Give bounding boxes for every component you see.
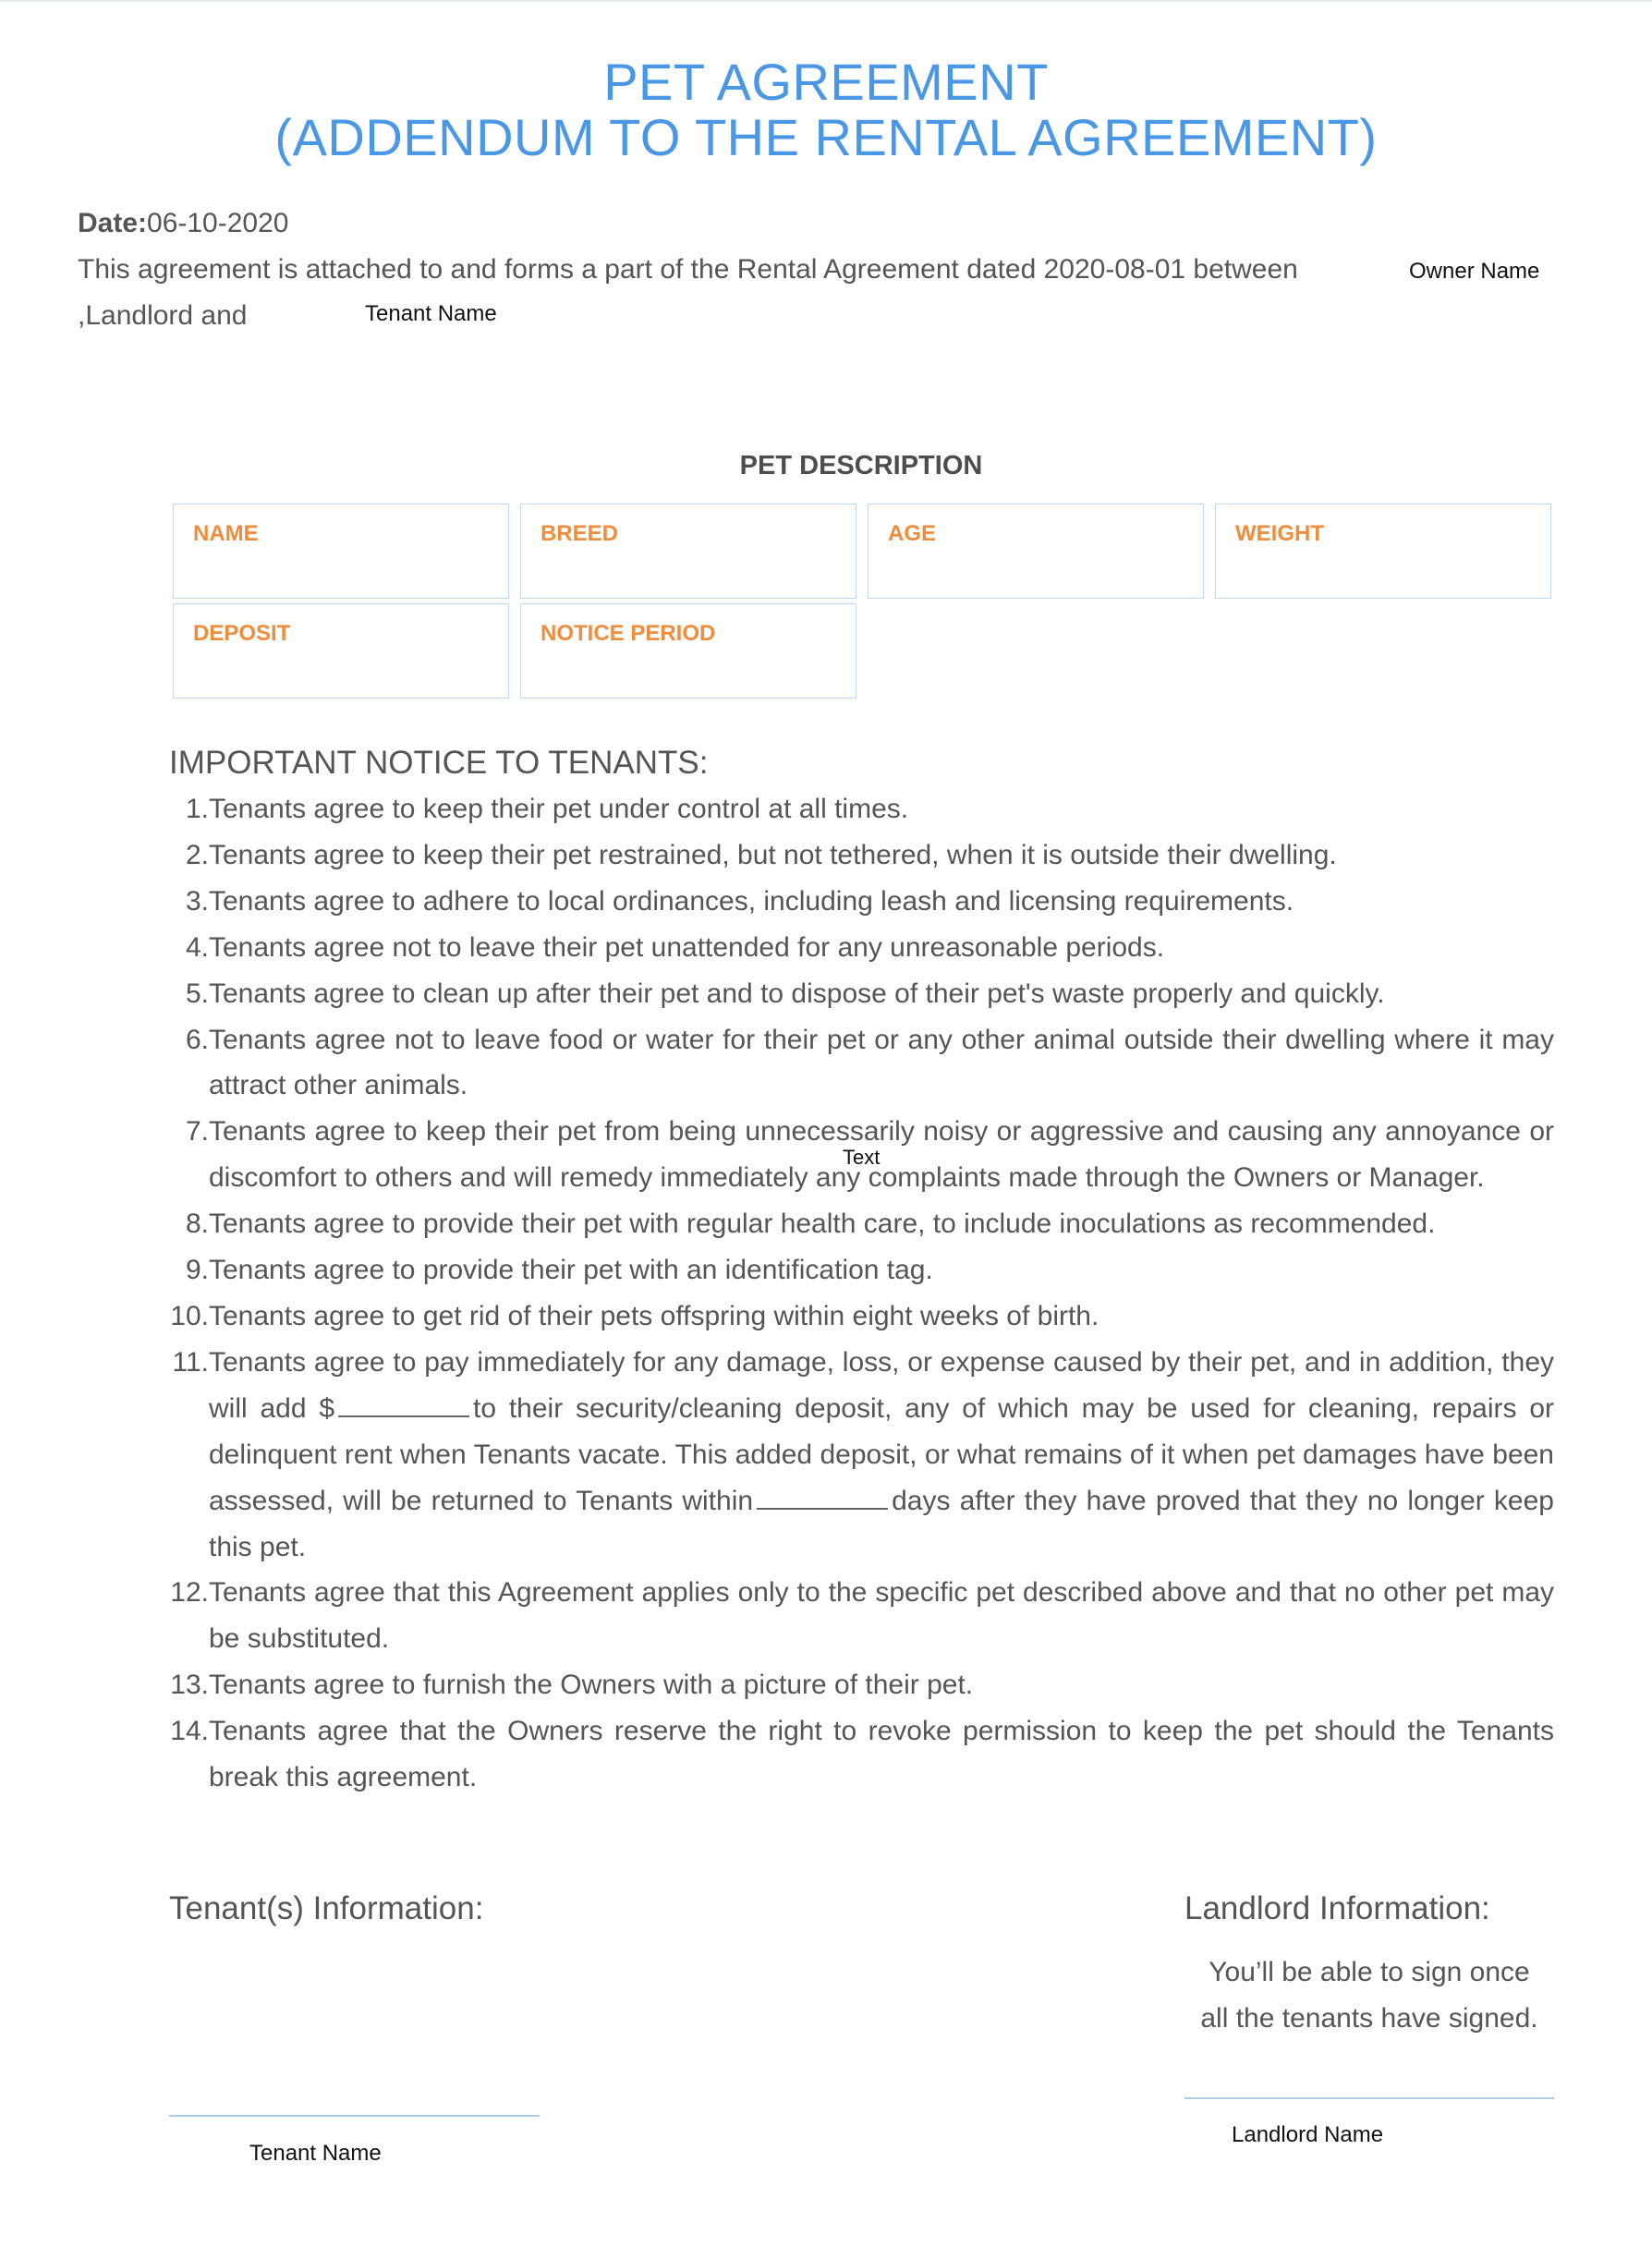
sign-note-line-2: all the tenants have signed. <box>1200 2003 1538 2034</box>
item-text: Tenants agree to keep their pet under control at all times. <box>209 794 909 824</box>
owner-name-field[interactable]: Owner Name <box>1409 259 1540 284</box>
item-number: 9. <box>185 1255 209 1286</box>
item-number: 5. <box>185 978 209 1009</box>
tenant-info-heading: Tenant(s) Information: <box>169 1890 484 1926</box>
list-item <box>166 925 1554 971</box>
landlord-signature-line[interactable] <box>1184 2097 1554 2099</box>
item-text: Tenants agree not to leave food or water for their pet or any other animal outside their dwelling where it may attract other animals. <box>209 1024 1554 1101</box>
landlord-signature-name-field[interactable]: Landlord Name <box>1232 2122 1384 2147</box>
terms-list <box>166 786 1554 1801</box>
page-subtitle: (ADDENDUM TO THE RENTAL AGREEMENT) <box>274 108 1378 166</box>
date-value: 06-10-2020 <box>147 208 289 238</box>
tenant-signature-name-field[interactable]: Tenant Name <box>249 2141 382 2166</box>
pet-breed-field[interactable] <box>520 504 856 599</box>
landlord-sign-note <box>1173 1949 1565 2042</box>
page-title: PET AGREEMENT <box>603 53 1049 111</box>
item-text: Tenants agree to clean up after their pet and to dispose of their pet's waste properly and quickly. <box>209 978 1385 1009</box>
pet-age-label: AGE <box>888 521 937 546</box>
notice-heading: IMPORTANT NOTICE TO TENANTS: <box>169 745 709 781</box>
list-item <box>166 1662 1554 1708</box>
item-number: 12. <box>170 1577 209 1609</box>
item-number: 4. <box>185 931 209 963</box>
date-label: Date: <box>78 208 148 238</box>
pet-age-field[interactable] <box>868 504 1204 599</box>
list-item <box>166 1340 1554 1571</box>
list-item <box>166 1201 1554 1247</box>
agreement-date <box>78 207 288 240</box>
notice-period-field[interactable] <box>520 603 856 698</box>
pet-name-field[interactable] <box>173 504 509 599</box>
item-text-part-b: to their security/cleaning deposit, any of which may be used for cleaning, repairs or delinquent rent when Tenants vacate. This added deposit, or what remains of it when pet damages have been assessed, will be returned to Tenants within <box>209 1392 1554 1516</box>
item-number: 3. <box>185 885 209 917</box>
sign-note-line-1: You’ll be able to sign once <box>1209 1957 1530 1987</box>
item-text: Tenants agree to furnish the Owners with a picture of their pet. <box>209 1670 974 1701</box>
item-number: 1. <box>185 794 209 824</box>
item-text-part-a: Tenants agree to pay immediately for any damage, loss, or expense caused by their pet, and in addition, they will add $ <box>209 1346 1554 1424</box>
list-item <box>166 1017 1554 1110</box>
list-item <box>166 832 1554 879</box>
deposit-amount-blank[interactable] <box>338 1391 469 1417</box>
item-number: 2. <box>185 839 209 870</box>
item-number: 11. <box>172 1346 209 1378</box>
tenant-signature-line[interactable] <box>169 2115 540 2117</box>
item-text: Tenants agree to get rid of their pets offspring within eight weeks of birth. <box>209 1300 1099 1331</box>
item-text <box>209 1340 1554 1571</box>
pet-weight-field[interactable] <box>1215 504 1551 599</box>
pet-breed-label: BREED <box>541 521 619 546</box>
list-item <box>166 786 1554 832</box>
item-text: Tenants agree that this Agreement applies only to the specific pet described above and that no other pet may be substituted. <box>209 1577 1554 1655</box>
intro-line-2: ,Landlord and <box>78 300 248 331</box>
pet-deposit-field[interactable] <box>173 603 509 698</box>
top-divider <box>0 0 1652 2</box>
notice-period-label: NOTICE PERIOD <box>541 621 716 646</box>
item-text: Tenants agree to keep their pet restrained, but not tethered, when it is outside their dwelling. <box>209 839 1337 870</box>
item-number: 6. <box>185 1024 209 1055</box>
pet-weight-label: WEIGHT <box>1235 521 1324 546</box>
list-item <box>166 879 1554 925</box>
item-number: 10. <box>170 1300 209 1331</box>
item-text: Tenants agree to keep their pet from being unnecessarily noisy or aggressive and causing any annoyance or discomfort to others and will remedy immediately any complaints made through the Owners or Manager. <box>209 1116 1554 1194</box>
list-item <box>166 1247 1554 1294</box>
list-item <box>166 1570 1554 1662</box>
item-number: 7. <box>185 1116 209 1148</box>
item-number: 8. <box>185 1209 209 1240</box>
pet-deposit-label: DEPOSIT <box>193 621 291 646</box>
landlord-info-heading: Landlord Information: <box>1184 1890 1490 1926</box>
item-text: Tenants agree to provide their pet with an identification tag. <box>209 1255 933 1286</box>
list-item <box>166 971 1554 1017</box>
text-field[interactable]: Text <box>843 1146 881 1169</box>
pet-name-label: NAME <box>193 521 259 546</box>
item-text-part-c: days after they have proved that they no longer keep this pet. <box>209 1485 1554 1562</box>
item-text: Tenants agree to adhere to local ordinances, including leash and licensing requirements. <box>209 885 1294 917</box>
list-item <box>166 1708 1554 1801</box>
tenant-name-field[interactable]: Tenant Name <box>365 301 497 326</box>
pet-description-title: PET DESCRIPTION <box>739 451 983 480</box>
item-number: 14. <box>170 1716 209 1747</box>
item-number: 13. <box>170 1670 209 1701</box>
item-text: Tenants agree that the Owners reserve the right to revoke permission to keep the pet should the Tenants break this agreement. <box>209 1716 1554 1793</box>
item-text: Tenants agree not to leave their pet unattended for any unreasonable periods. <box>209 931 1165 963</box>
return-days-blank[interactable] <box>757 1484 888 1510</box>
list-item <box>166 1294 1554 1340</box>
item-text: Tenants agree to provide their pet with regular health care, to include inoculations as recommended. <box>209 1209 1436 1240</box>
intro-line-1: This agreement is attached to and forms a part of the Rental Agreement dated 2020-08-01 between <box>78 254 1298 285</box>
